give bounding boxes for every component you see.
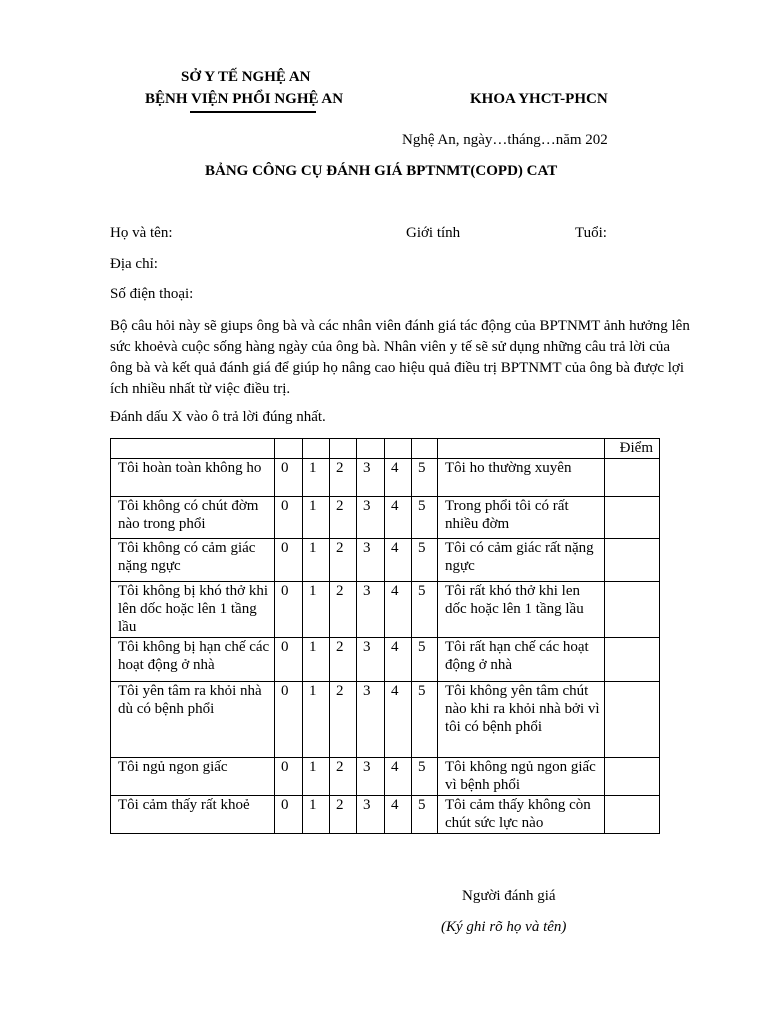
assessor-label: Người đánh giá — [462, 888, 556, 904]
scale-option-2[interactable]: 2 — [330, 758, 357, 796]
table-header-row — [111, 439, 660, 459]
statement-right: Tôi không ngủ ngon giấc vì bệnh phổi — [438, 758, 605, 796]
scale-option-3[interactable]: 3 — [357, 796, 385, 834]
scale-option-0[interactable]: 0 — [275, 682, 303, 758]
statement-right: Tôi cảm thấy không còn chút sức lực nào — [438, 796, 605, 834]
scale-option-5[interactable]: 5 — [412, 638, 438, 682]
intro-paragraph: Bộ câu hỏi này sẽ giups ông bà và các nhân viên đánh giá tác động của BPTNMT ảnh hưởng lên sức khoẻvà cuộc sống hàng ngày của ông bà. Nhân viên y tế sẽ sử dụng những câu trả lời của ông bà và kết quả đánh giá để giúp họ nâng cao hiệu quả điều trị BPTNMT của ông bà được lợi ích nhiều nhất từ việc điều trị. — [110, 318, 690, 397]
phone-field-label: Số điện thoại: — [110, 286, 194, 302]
table-row — [111, 796, 660, 834]
table-row — [111, 459, 660, 497]
scale-option-0[interactable]: 0 — [275, 758, 303, 796]
department-of-health: SỞ Y TẾ NGHỆ AN — [181, 69, 311, 85]
scale-option-4[interactable]: 4 — [385, 638, 412, 682]
table-row — [111, 682, 660, 758]
scale-option-2[interactable]: 2 — [330, 638, 357, 682]
score-column-header: Điểm — [605, 439, 660, 459]
scale-option-4[interactable]: 4 — [385, 682, 412, 758]
scale-option-4[interactable]: 4 — [385, 796, 412, 834]
scale-option-5[interactable]: 5 — [412, 796, 438, 834]
date-line: Nghệ An, ngày…tháng…năm 202 — [402, 132, 608, 148]
statement-left: Tôi không có cảm giác nặng ngực — [111, 539, 275, 582]
statement-right: Tôi rất khó thở khi len dốc hoặc lên 1 tầng lầu — [438, 582, 605, 638]
signature-note: (Ký ghi rõ họ và tên) — [441, 919, 567, 935]
scale-option-1[interactable]: 1 — [303, 796, 330, 834]
scale-option-5[interactable]: 5 — [412, 497, 438, 539]
scale-option-1[interactable]: 1 — [303, 638, 330, 682]
scale-option-0[interactable]: 0 — [275, 539, 303, 582]
scale-option-1[interactable]: 1 — [303, 497, 330, 539]
scale-option-3[interactable]: 3 — [357, 638, 385, 682]
scale-option-0[interactable]: 0 — [275, 582, 303, 638]
statement-right: Tôi có cảm giác rất nặng ngực — [438, 539, 605, 582]
scale-option-4[interactable]: 4 — [385, 582, 412, 638]
scale-option-4[interactable]: 4 — [385, 539, 412, 582]
scale-option-2[interactable]: 2 — [330, 582, 357, 638]
scale-option-0[interactable]: 0 — [275, 497, 303, 539]
table-row — [111, 582, 660, 638]
statement-right: Tôi rất hạn chế các hoạt động ở nhà — [438, 638, 605, 682]
scale-option-2[interactable]: 2 — [330, 682, 357, 758]
statement-right: Tôi ho thường xuyên — [438, 459, 605, 497]
statement-left: Tôi không có chút đờm nào trong phổi — [111, 497, 275, 539]
table-row — [111, 758, 660, 796]
header-divider — [190, 111, 316, 113]
scale-option-5[interactable]: 5 — [412, 539, 438, 582]
scale-option-1[interactable]: 1 — [303, 539, 330, 582]
score-cell[interactable] — [605, 682, 660, 758]
scale-option-2[interactable]: 2 — [330, 796, 357, 834]
scale-option-4[interactable]: 4 — [385, 459, 412, 497]
instruction-text: Đánh dấu X vào ô trả lời đúng nhất. — [110, 409, 326, 425]
scale-option-4[interactable]: 4 — [385, 758, 412, 796]
score-cell[interactable] — [605, 638, 660, 682]
scale-option-5[interactable]: 5 — [412, 582, 438, 638]
score-cell[interactable] — [605, 796, 660, 834]
scale-option-2[interactable]: 2 — [330, 497, 357, 539]
scale-option-4[interactable]: 4 — [385, 497, 412, 539]
statement-left: Tôi yên tâm ra khỏi nhà dù có bệnh phổi — [111, 682, 275, 758]
score-cell[interactable] — [605, 758, 660, 796]
statement-right: Trong phổi tôi có rất nhiều đờm — [438, 497, 605, 539]
scale-option-5[interactable]: 5 — [412, 682, 438, 758]
name-field-label: Họ và tên: — [110, 225, 173, 241]
address-field-label: Địa chỉ: — [110, 256, 158, 272]
table-row — [111, 497, 660, 539]
scale-option-3[interactable]: 3 — [357, 758, 385, 796]
scale-option-0[interactable]: 0 — [275, 638, 303, 682]
scale-option-1[interactable]: 1 — [303, 582, 330, 638]
statement-right: Tôi không yên tâm chút nào khi ra khỏi nhà bởi vì tôi có bệnh phổi — [438, 682, 605, 758]
score-cell[interactable] — [605, 459, 660, 497]
scale-option-5[interactable]: 5 — [412, 459, 438, 497]
statement-left: Tôi hoàn toàn không ho — [111, 459, 275, 497]
scale-option-0[interactable]: 0 — [275, 459, 303, 497]
scale-option-3[interactable]: 3 — [357, 682, 385, 758]
scale-option-3[interactable]: 3 — [357, 582, 385, 638]
table-row — [111, 539, 660, 582]
scale-option-1[interactable]: 1 — [303, 459, 330, 497]
scale-option-3[interactable]: 3 — [357, 497, 385, 539]
scale-option-5[interactable]: 5 — [412, 758, 438, 796]
statement-left: Tôi không bị hạn chế các hoạt động ở nhà — [111, 638, 275, 682]
score-cell[interactable] — [605, 539, 660, 582]
age-field-label: Tuổi: — [575, 225, 607, 241]
gender-field-label: Giới tính — [406, 225, 461, 241]
faculty-name: KHOA YHCT-PHCN — [470, 91, 608, 107]
cat-assessment-table — [110, 438, 660, 834]
statement-left: Tôi cảm thấy rất khoẻ — [111, 796, 275, 834]
document-title: BẢNG CÔNG CỤ ĐÁNH GIÁ BPTNMT(COPD) CAT — [205, 163, 558, 179]
score-cell[interactable] — [605, 582, 660, 638]
scale-option-0[interactable]: 0 — [275, 796, 303, 834]
scale-option-1[interactable]: 1 — [303, 682, 330, 758]
statement-left: Tôi không bị khó thở khi lên dốc hoặc lên 1 tầng lầu — [111, 582, 275, 638]
scale-option-2[interactable]: 2 — [330, 539, 357, 582]
hospital-name: BỆNH VIỆN PHỔI NGHỆ AN — [145, 91, 344, 107]
scale-option-3[interactable]: 3 — [357, 539, 385, 582]
scale-option-2[interactable]: 2 — [330, 459, 357, 497]
scale-option-1[interactable]: 1 — [303, 758, 330, 796]
statement-left: Tôi ngủ ngon giấc — [111, 758, 275, 796]
table-row — [111, 638, 660, 682]
scale-option-3[interactable]: 3 — [357, 459, 385, 497]
score-cell[interactable] — [605, 497, 660, 539]
